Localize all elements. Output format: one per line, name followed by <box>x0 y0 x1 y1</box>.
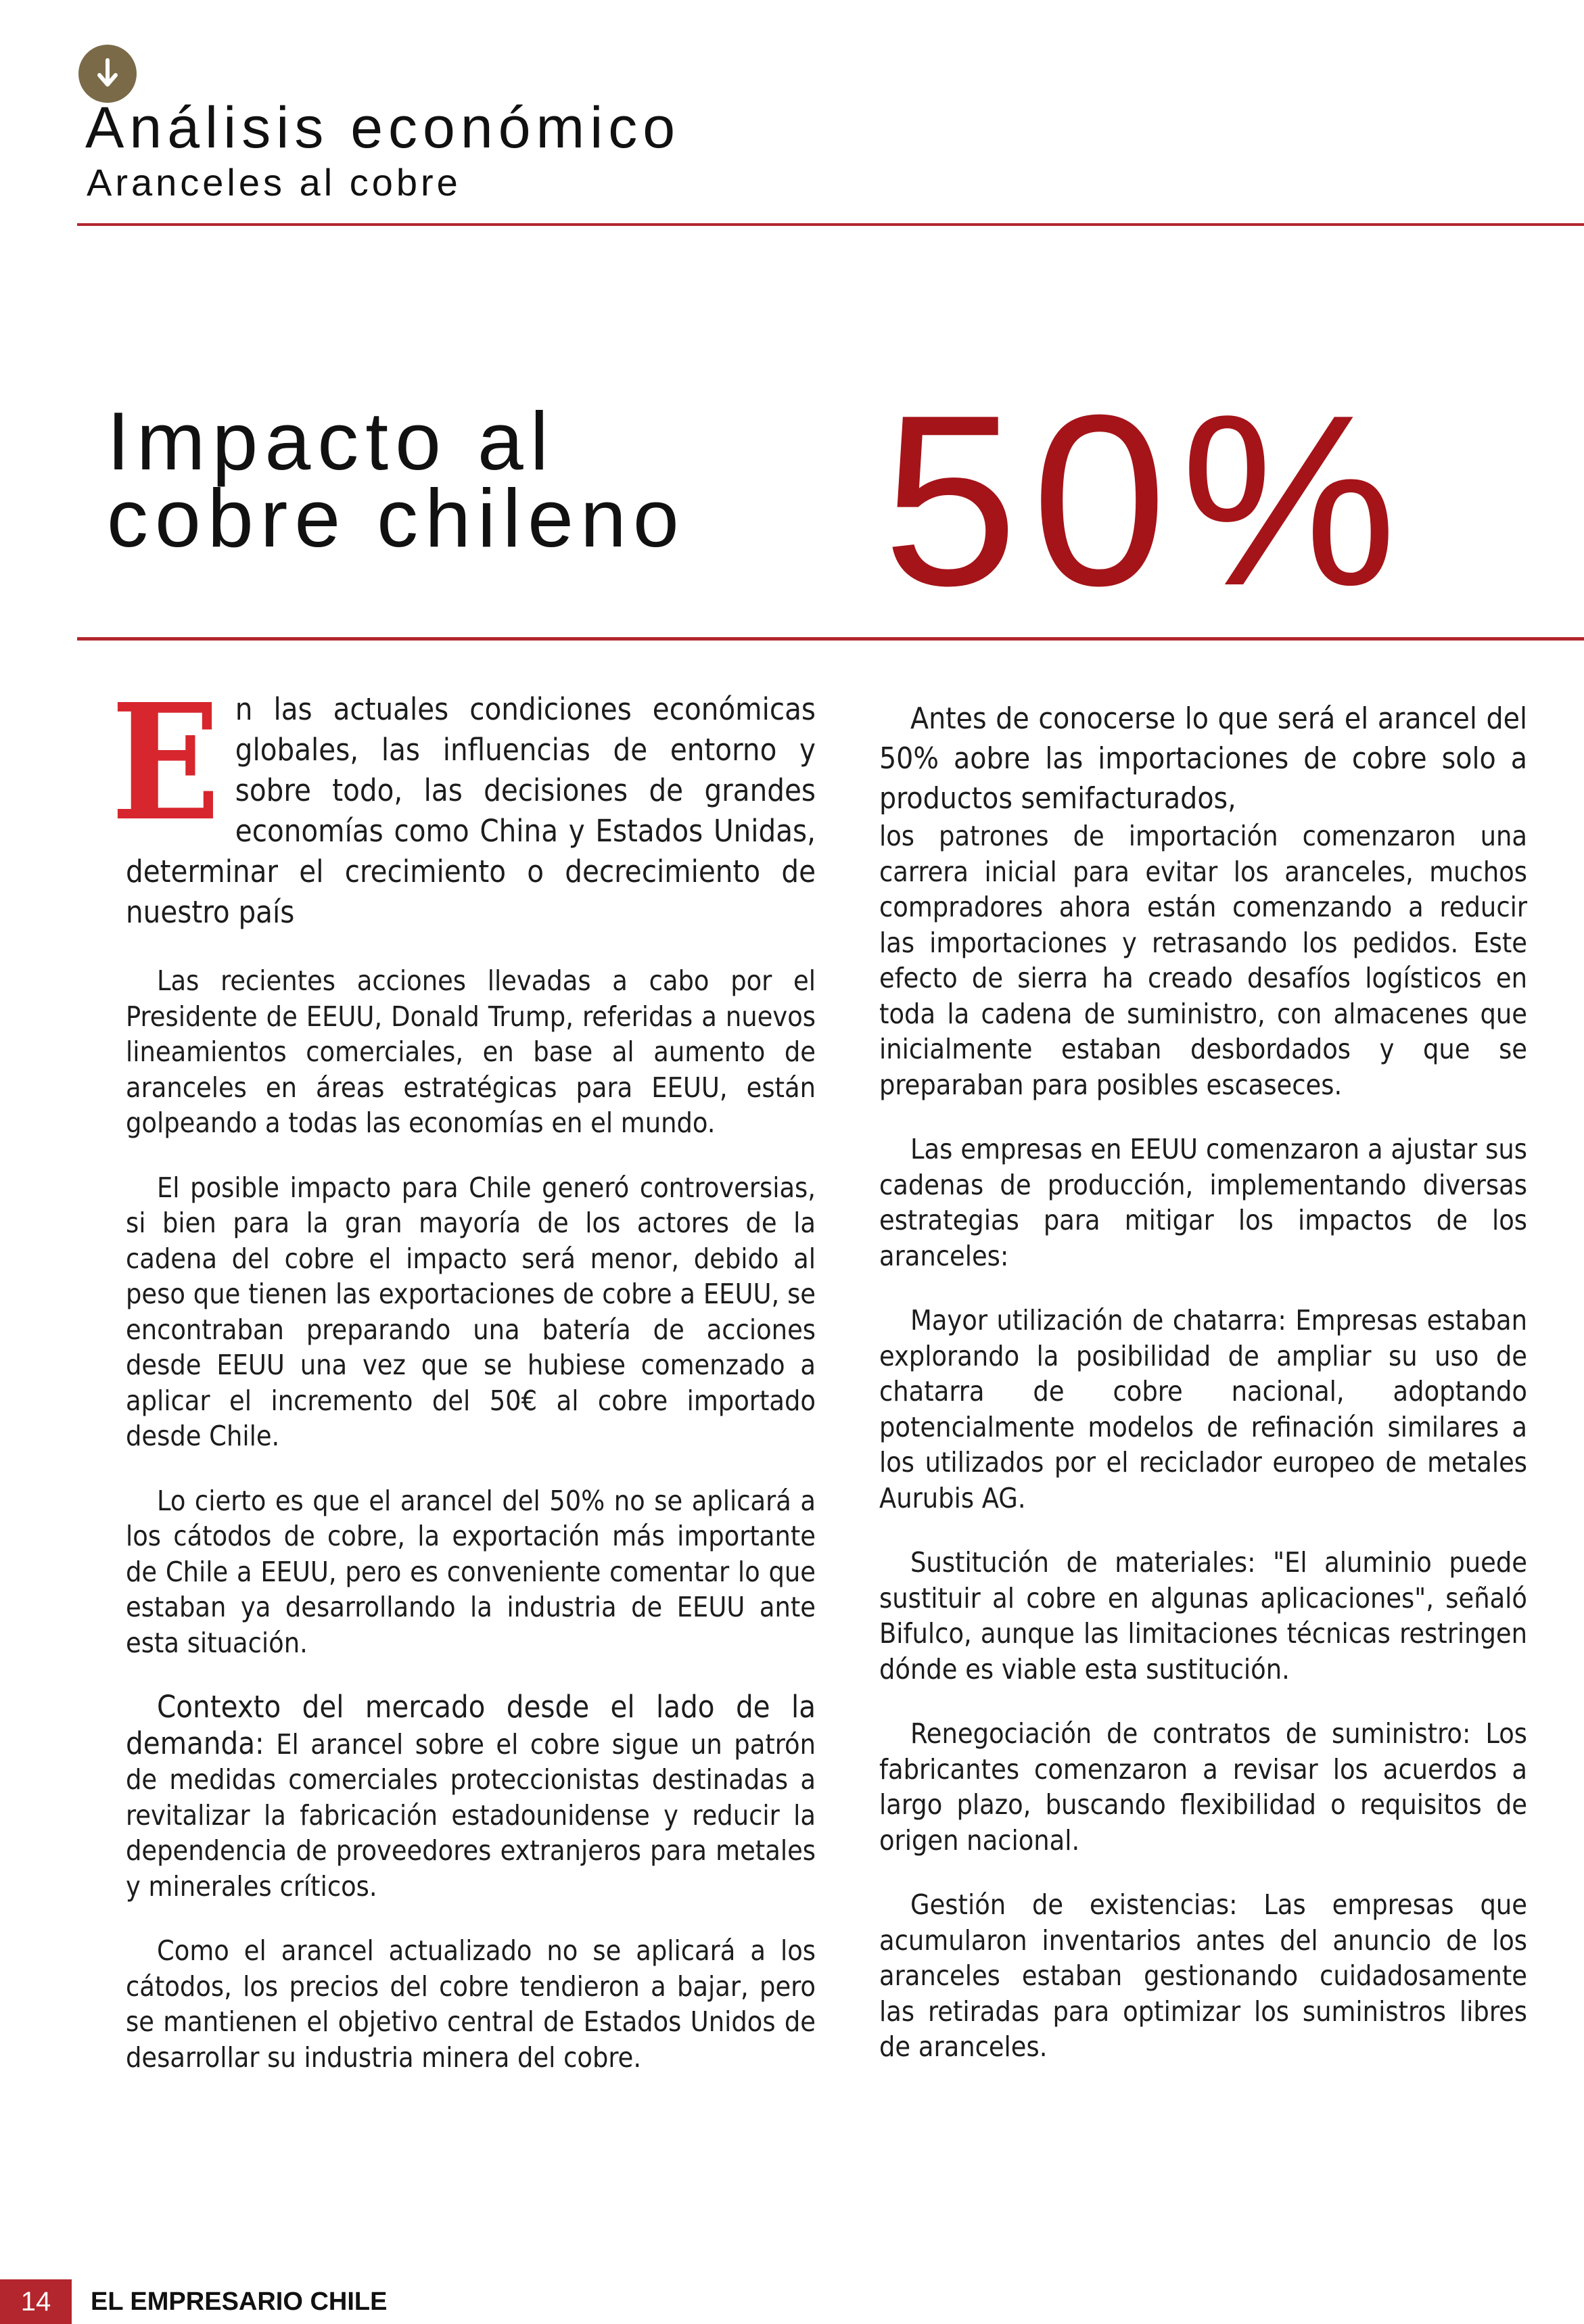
paragraph-strategies: Las empresas en EEUU comenzaron a ajustar sus cadenas de producción, implementando diversas estrategias para mitigar los impactos de los aranceles: <box>879 1133 1527 1272</box>
paragraph-substitution: Sustitución de materiales: "El aluminio puede sustituir al cobre en algunas aplicaciones", señaló Bifulco, aunque las limitaciones técnicas restringen dónde es viable esta sustitución. <box>879 1546 1527 1686</box>
paragraph-chile-impact: El posible impacto para Chile generó controversias, si bien para la gran mayoría de los actores de la cadena del cobre el impacto será menor, debido al peso que tienen las exportaciones de cobre a EEUU, se encontraban preparando una batería de acciones desde EEUU una vez que se hubiese comenzado a aplicar el incremento del 50€ al cobre importado desde Chile. <box>126 1171 816 1452</box>
headline-line-1: Impacto al <box>107 395 555 487</box>
down-arrow-icon <box>94 57 121 90</box>
paragraph-trump-actions: Las recientes acciones llevadas a cabo por el Presidente de EEUU, Donald Trump, referidas a nuevos lineamientos comerciales, en base al aumento de aranceles en áreas estratégicas para EEUU, están golpeando a todas las economías en el mundo. <box>126 965 816 1139</box>
headline-line-2: cobre chileno <box>107 472 686 564</box>
article-column-right <box>879 699 1527 2094</box>
header-divider <box>77 223 1584 226</box>
section-badge <box>78 45 137 103</box>
drop-cap: E <box>111 668 220 856</box>
market-context-lead: Contexto del mercado desde el lado de la demanda: <box>126 1689 816 1761</box>
page-number: 14 <box>0 2279 72 2324</box>
section-title: Análisis económico <box>85 95 681 160</box>
publication-name: EL EMPRESARIO CHILE <box>91 2287 388 2316</box>
paragraph-import-patterns: los patrones de importación comenzaron una carrera inicial para evitar los aranceles, muchos compradores ahora están comenzando a reducir las importaciones y retrasando los pedidos. Este efecto de sierra ha creado desafíos logísticos en toda la cadena de suministro, con almacenes que inicialmente estaban desbordados y que se preparaban para posibles escaseces. <box>879 820 1527 1101</box>
intro-paragraph <box>111 668 816 933</box>
paragraph-before-tariff: Antes de conocerse lo que será el arancel del 50% aobre las importaciones de cobre solo a productos semifacturados, <box>879 701 1527 816</box>
paragraph-scrap: Mayor utilización de chatarra: Empresas estaban explorando la posibilidad de ampliar su uso de chatarra de cobre nacional, adoptando potencialmente modelos de refinación similares a los utilizados por el reciclador europeo de metales Aurubis AG. <box>879 1304 1527 1514</box>
headline-divider <box>77 637 1584 641</box>
section-subtitle: Aranceles al cobre <box>87 161 461 204</box>
paragraph-inventory: Gestión de existencias: Las empresas que acumularon inventarios antes del anuncio de los aranceles estaban gestionando cuidadosamente las retiradas para optimizar los suministros libres de aranceles. <box>879 1888 1527 2063</box>
article-headline <box>107 395 686 564</box>
headline-stat: 50% <box>883 365 1411 636</box>
intro-text: n las actuales condiciones económicas globales, las influencias de entorno y sobre todo, las decisiones de grandes economías como China y Estados Unidas, determinar el crecimiento o decrecimiento de nuestro país <box>126 691 816 930</box>
paragraph-contracts: Renegociación de contratos de suministro: Los fabricantes comenzaron a revisar los acuerdos a largo plazo, buscando flexibilidad o requisitos de origen nacional. <box>879 1717 1527 1857</box>
paragraph-prices: Como el arancel actualizado no se aplicará a los cátodos, los precios del cobre tendieron a bajar, pero se mantienen el objetivo central de Estados Unidos de desarrollar su industria minera del cobre. <box>126 1934 816 2074</box>
article-column-left <box>111 668 816 2104</box>
paragraph-cathodes: Lo cierto es que el arancel del 50% no se aplicará a los cátodos de cobre, la exportación más importante de Chile a EEUU, pero es conveniente comentar lo que estaban ya desarrollando la industria de EEUU ante esta situación. <box>126 1484 816 1659</box>
paragraph-market-context <box>126 1690 816 1904</box>
market-context-body: El arancel sobre el cobre sigue un patrón de medidas comerciales proteccionistas destinadas a revitalizar la fabricación estadounidense y reducir la dependencia de proveedores extranjeros para metales y minerales críticos. <box>126 1727 816 1903</box>
